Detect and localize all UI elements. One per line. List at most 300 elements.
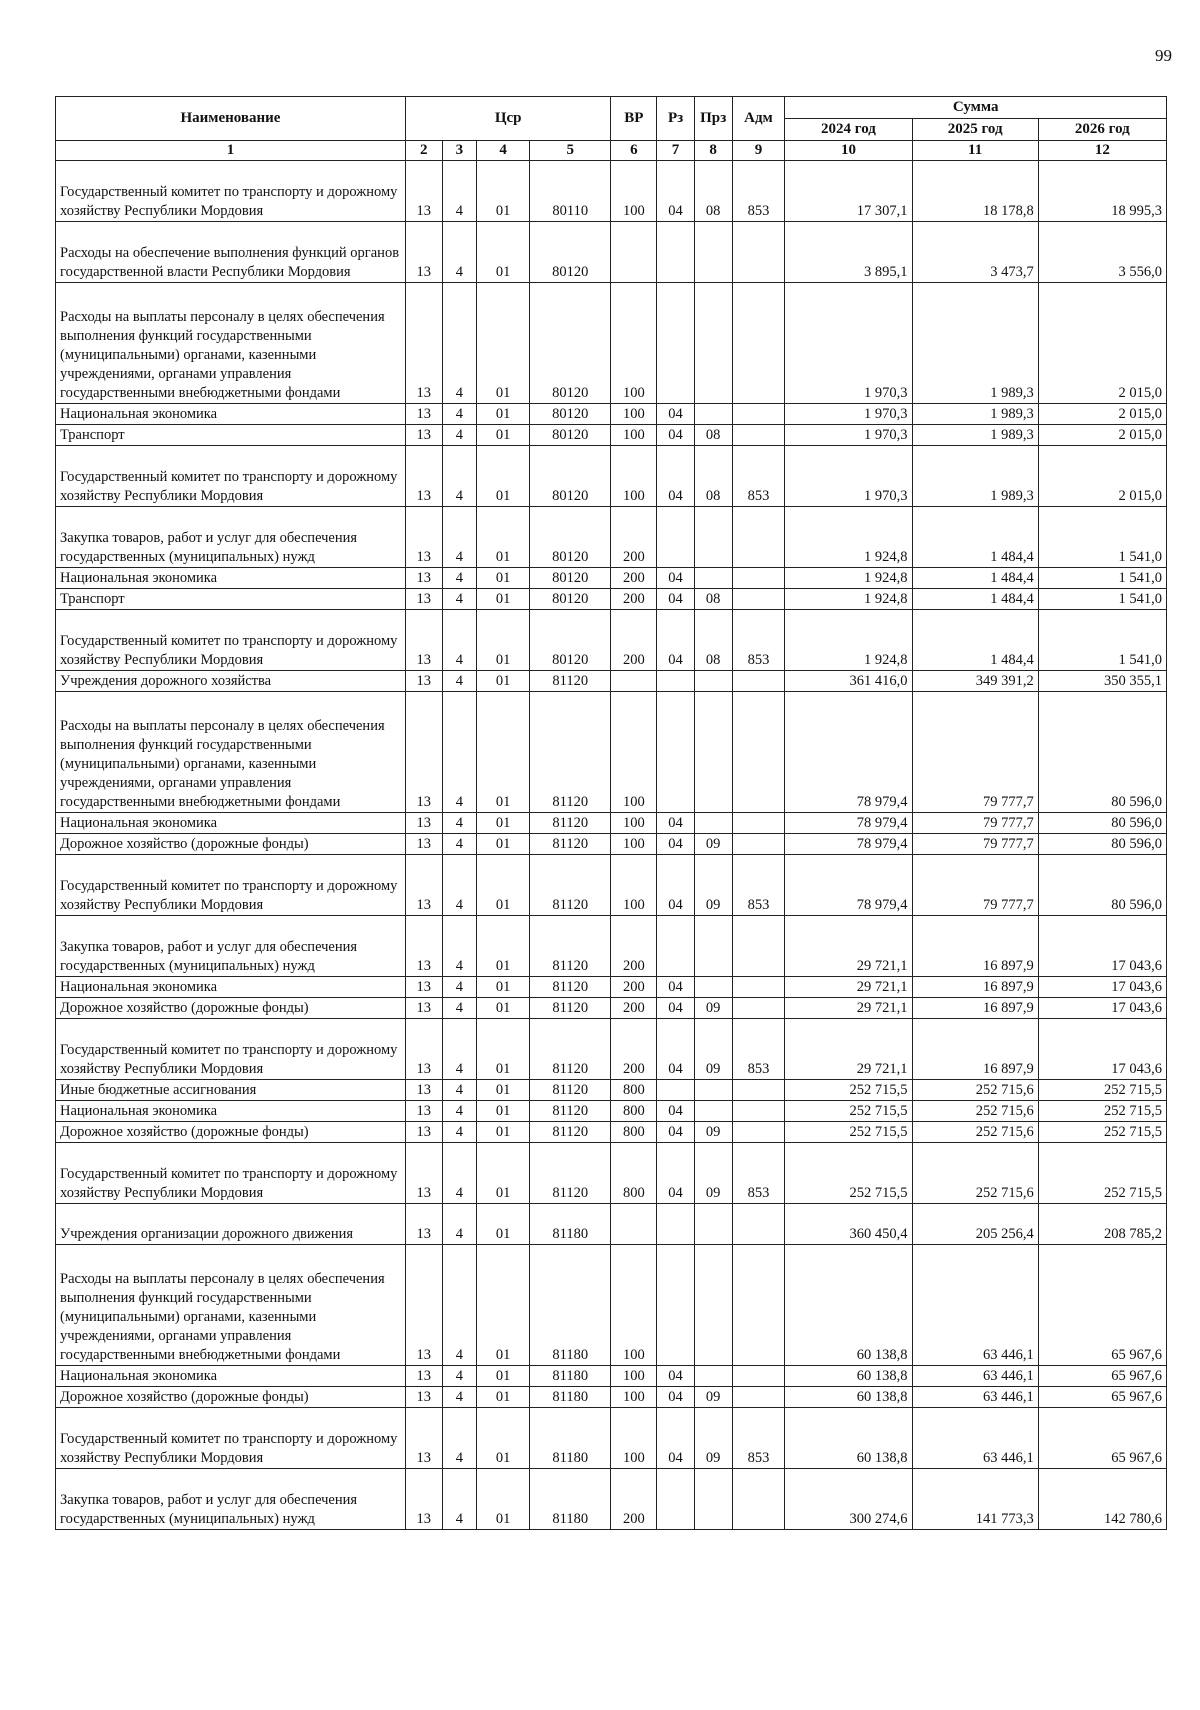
csr-part-5: 81180 xyxy=(530,1366,611,1387)
csr-part-2: 13 xyxy=(405,1469,442,1530)
sum-2024: 60 138,8 xyxy=(785,1387,912,1408)
csr-part-3: 4 xyxy=(442,446,477,507)
csr-part-4: 01 xyxy=(477,610,530,671)
row-name: Государственный комитет по транспорту и дорожному хозяйству Республики Мордовия xyxy=(56,1408,406,1469)
table-row xyxy=(56,1122,1167,1143)
vr-code: 200 xyxy=(611,977,657,998)
rz-code xyxy=(657,283,695,404)
csr-part-2: 13 xyxy=(405,161,442,222)
rz-code: 04 xyxy=(657,1019,695,1080)
csr-part-5: 81180 xyxy=(530,1387,611,1408)
rz-code xyxy=(657,1204,695,1245)
rz-code: 04 xyxy=(657,1387,695,1408)
sum-2024: 29 721,1 xyxy=(785,977,912,998)
sum-2026: 80 596,0 xyxy=(1038,855,1166,916)
csr-part-2: 13 xyxy=(405,404,442,425)
sum-2024: 1 924,8 xyxy=(785,610,912,671)
row-name: Национальная экономика xyxy=(56,1101,406,1122)
column-number: 3 xyxy=(442,141,477,161)
table-row xyxy=(56,425,1167,446)
rz-code xyxy=(657,692,695,813)
table-header xyxy=(56,97,1167,161)
csr-part-5: 81180 xyxy=(530,1245,611,1366)
table-row xyxy=(56,998,1167,1019)
csr-part-3: 4 xyxy=(442,222,477,283)
prz-code xyxy=(694,568,732,589)
column-number: 7 xyxy=(657,141,695,161)
csr-part-2: 13 xyxy=(405,1387,442,1408)
table-row xyxy=(56,671,1167,692)
prz-code xyxy=(694,507,732,568)
adm-code xyxy=(732,1080,785,1101)
sum-2026: 2 015,0 xyxy=(1038,404,1166,425)
row-name: Национальная экономика xyxy=(56,404,406,425)
rz-code xyxy=(657,671,695,692)
adm-code: 853 xyxy=(732,1143,785,1204)
csr-part-4: 01 xyxy=(477,855,530,916)
csr-part-2: 13 xyxy=(405,1245,442,1366)
csr-part-2: 13 xyxy=(405,1204,442,1245)
csr-part-2: 13 xyxy=(405,283,442,404)
prz-code xyxy=(694,1469,732,1530)
sum-2026: 17 043,6 xyxy=(1038,998,1166,1019)
table-body xyxy=(56,161,1167,1530)
sum-2024: 252 715,5 xyxy=(785,1143,912,1204)
row-name: Учреждения дорожного хозяйства xyxy=(56,671,406,692)
row-name: Закупка товаров, работ и услуг для обеспечения государственных (муниципальных) нужд xyxy=(56,916,406,977)
table-row xyxy=(56,1143,1167,1204)
sum-2026: 17 043,6 xyxy=(1038,977,1166,998)
sum-2025: 16 897,9 xyxy=(912,1019,1038,1080)
csr-part-3: 4 xyxy=(442,1387,477,1408)
sum-2024: 78 979,4 xyxy=(785,692,912,813)
csr-part-3: 4 xyxy=(442,1366,477,1387)
column-number: 1 xyxy=(56,141,406,161)
sum-2025: 63 446,1 xyxy=(912,1408,1038,1469)
sum-2026: 80 596,0 xyxy=(1038,813,1166,834)
sum-2026: 2 015,0 xyxy=(1038,283,1166,404)
csr-part-2: 13 xyxy=(405,1080,442,1101)
sum-2025: 252 715,6 xyxy=(912,1122,1038,1143)
csr-part-2: 13 xyxy=(405,977,442,998)
rz-code: 04 xyxy=(657,568,695,589)
sum-2025: 349 391,2 xyxy=(912,671,1038,692)
table-row xyxy=(56,222,1167,283)
sum-2024: 78 979,4 xyxy=(785,855,912,916)
csr-part-2: 13 xyxy=(405,916,442,977)
row-name: Транспорт xyxy=(56,425,406,446)
sum-2024: 29 721,1 xyxy=(785,916,912,977)
sum-2026: 142 780,6 xyxy=(1038,1469,1166,1530)
csr-part-5: 81180 xyxy=(530,1204,611,1245)
prz-code: 09 xyxy=(694,1019,732,1080)
row-name: Расходы на выплаты персоналу в целях обеспечения выполнения функций государственными (муниципальными) органами, казенными учреждениями, органами управления государственными внебюджетными фондами xyxy=(56,692,406,813)
sum-2025: 79 777,7 xyxy=(912,855,1038,916)
csr-part-5: 80120 xyxy=(530,568,611,589)
sum-2025: 16 897,9 xyxy=(912,998,1038,1019)
prz-code xyxy=(694,1245,732,1366)
csr-part-5: 81120 xyxy=(530,1019,611,1080)
vr-code: 800 xyxy=(611,1143,657,1204)
adm-code: 853 xyxy=(732,446,785,507)
sum-2024: 300 274,6 xyxy=(785,1469,912,1530)
rz-code: 04 xyxy=(657,161,695,222)
sum-2024: 252 715,5 xyxy=(785,1080,912,1101)
header-name: Наименование xyxy=(56,97,406,141)
prz-code: 09 xyxy=(694,855,732,916)
csr-part-3: 4 xyxy=(442,589,477,610)
sum-2024: 3 895,1 xyxy=(785,222,912,283)
row-name: Иные бюджетные ассигнования xyxy=(56,1080,406,1101)
csr-part-5: 81120 xyxy=(530,1101,611,1122)
sum-2025: 3 473,7 xyxy=(912,222,1038,283)
prz-code xyxy=(694,1101,732,1122)
table-row xyxy=(56,1080,1167,1101)
sum-2025: 18 178,8 xyxy=(912,161,1038,222)
csr-part-3: 4 xyxy=(442,283,477,404)
sum-2026: 65 967,6 xyxy=(1038,1408,1166,1469)
adm-code xyxy=(732,692,785,813)
adm-code xyxy=(732,222,785,283)
sum-2026: 2 015,0 xyxy=(1038,446,1166,507)
csr-part-5: 80120 xyxy=(530,283,611,404)
header-year-2026: 2026 год xyxy=(1038,119,1166,141)
vr-code: 100 xyxy=(611,813,657,834)
adm-code xyxy=(732,1469,785,1530)
rz-code: 04 xyxy=(657,1408,695,1469)
adm-code xyxy=(732,813,785,834)
sum-2026: 18 995,3 xyxy=(1038,161,1166,222)
csr-part-5: 81120 xyxy=(530,671,611,692)
prz-code: 09 xyxy=(694,1122,732,1143)
csr-part-2: 13 xyxy=(405,1366,442,1387)
sum-2026: 1 541,0 xyxy=(1038,507,1166,568)
sum-2026: 350 355,1 xyxy=(1038,671,1166,692)
table-row xyxy=(56,855,1167,916)
adm-code xyxy=(732,507,785,568)
sum-2026: 17 043,6 xyxy=(1038,916,1166,977)
row-name: Закупка товаров, работ и услуг для обеспечения государственных (муниципальных) нужд xyxy=(56,507,406,568)
rz-code: 04 xyxy=(657,855,695,916)
adm-code: 853 xyxy=(732,1408,785,1469)
csr-part-5: 80120 xyxy=(530,404,611,425)
sum-2024: 1 970,3 xyxy=(785,283,912,404)
vr-code: 100 xyxy=(611,446,657,507)
adm-code xyxy=(732,671,785,692)
vr-code xyxy=(611,222,657,283)
csr-part-4: 01 xyxy=(477,425,530,446)
prz-code: 08 xyxy=(694,446,732,507)
header-sum: Сумма xyxy=(785,97,1167,119)
row-name: Государственный комитет по транспорту и дорожному хозяйству Республики Мордовия xyxy=(56,1143,406,1204)
sum-2024: 78 979,4 xyxy=(785,834,912,855)
csr-part-4: 01 xyxy=(477,1101,530,1122)
sum-2024: 78 979,4 xyxy=(785,813,912,834)
csr-part-4: 01 xyxy=(477,1122,530,1143)
csr-part-2: 13 xyxy=(405,834,442,855)
prz-code xyxy=(694,692,732,813)
vr-code: 100 xyxy=(611,283,657,404)
csr-part-3: 4 xyxy=(442,855,477,916)
sum-2024: 1 924,8 xyxy=(785,589,912,610)
sum-2024: 252 715,5 xyxy=(785,1101,912,1122)
prz-code xyxy=(694,671,732,692)
csr-part-5: 80120 xyxy=(530,446,611,507)
sum-2026: 1 541,0 xyxy=(1038,589,1166,610)
column-number: 5 xyxy=(530,141,611,161)
csr-part-2: 13 xyxy=(405,1143,442,1204)
sum-2025: 1 484,4 xyxy=(912,568,1038,589)
csr-part-4: 01 xyxy=(477,813,530,834)
row-name: Национальная экономика xyxy=(56,1366,406,1387)
csr-part-5: 81120 xyxy=(530,855,611,916)
vr-code: 100 xyxy=(611,1387,657,1408)
adm-code xyxy=(732,1204,785,1245)
vr-code: 200 xyxy=(611,568,657,589)
csr-part-2: 13 xyxy=(405,425,442,446)
csr-part-5: 81120 xyxy=(530,692,611,813)
sum-2025: 1 484,4 xyxy=(912,507,1038,568)
prz-code: 08 xyxy=(694,161,732,222)
sum-2024: 361 416,0 xyxy=(785,671,912,692)
csr-part-5: 80120 xyxy=(530,589,611,610)
rz-code: 04 xyxy=(657,404,695,425)
csr-part-3: 4 xyxy=(442,1101,477,1122)
csr-part-3: 4 xyxy=(442,1143,477,1204)
csr-part-5: 80120 xyxy=(530,610,611,671)
header-vr: ВР xyxy=(611,97,657,141)
sum-2024: 29 721,1 xyxy=(785,1019,912,1080)
csr-part-2: 13 xyxy=(405,998,442,1019)
adm-code xyxy=(732,1245,785,1366)
row-name: Учреждения организации дорожного движения xyxy=(56,1204,406,1245)
csr-part-3: 4 xyxy=(442,813,477,834)
sum-2026: 252 715,5 xyxy=(1038,1122,1166,1143)
sum-2025: 141 773,3 xyxy=(912,1469,1038,1530)
table-row xyxy=(56,834,1167,855)
row-name: Дорожное хозяйство (дорожные фонды) xyxy=(56,834,406,855)
csr-part-2: 13 xyxy=(405,610,442,671)
sum-2025: 79 777,7 xyxy=(912,813,1038,834)
sum-2024: 252 715,5 xyxy=(785,1122,912,1143)
row-name: Государственный комитет по транспорту и дорожному хозяйству Республики Мордовия xyxy=(56,1019,406,1080)
csr-part-3: 4 xyxy=(442,507,477,568)
table-row xyxy=(56,589,1167,610)
csr-part-5: 81180 xyxy=(530,1469,611,1530)
sum-2025: 79 777,7 xyxy=(912,834,1038,855)
csr-part-3: 4 xyxy=(442,916,477,977)
csr-part-3: 4 xyxy=(442,1469,477,1530)
rz-code: 04 xyxy=(657,813,695,834)
sum-2026: 252 715,5 xyxy=(1038,1080,1166,1101)
sum-2025: 1 484,4 xyxy=(912,589,1038,610)
csr-part-4: 01 xyxy=(477,161,530,222)
vr-code: 200 xyxy=(611,507,657,568)
csr-part-3: 4 xyxy=(442,1019,477,1080)
prz-code: 08 xyxy=(694,589,732,610)
prz-code xyxy=(694,404,732,425)
csr-part-2: 13 xyxy=(405,1019,442,1080)
prz-code xyxy=(694,916,732,977)
row-name: Закупка товаров, работ и услуг для обеспечения государственных (муниципальных) нужд xyxy=(56,1469,406,1530)
vr-code: 100 xyxy=(611,404,657,425)
row-name: Государственный комитет по транспорту и дорожному хозяйству Республики Мордовия xyxy=(56,446,406,507)
rz-code: 04 xyxy=(657,1101,695,1122)
csr-part-2: 13 xyxy=(405,222,442,283)
sum-2025: 252 715,6 xyxy=(912,1143,1038,1204)
column-numbers-row xyxy=(56,141,1167,161)
adm-code xyxy=(732,589,785,610)
adm-code: 853 xyxy=(732,161,785,222)
adm-code: 853 xyxy=(732,855,785,916)
row-name: Государственный комитет по транспорту и дорожному хозяйству Республики Мордовия xyxy=(56,855,406,916)
table-row xyxy=(56,813,1167,834)
table-row xyxy=(56,404,1167,425)
sum-2025: 1 989,3 xyxy=(912,446,1038,507)
sum-2025: 1 989,3 xyxy=(912,283,1038,404)
table-row xyxy=(56,568,1167,589)
vr-code: 100 xyxy=(611,855,657,916)
vr-code: 100 xyxy=(611,161,657,222)
csr-part-3: 4 xyxy=(442,568,477,589)
table-row xyxy=(56,1204,1167,1245)
rz-code: 04 xyxy=(657,446,695,507)
table-row xyxy=(56,1408,1167,1469)
prz-code: 09 xyxy=(694,998,732,1019)
vr-code: 200 xyxy=(611,998,657,1019)
adm-code xyxy=(732,425,785,446)
header-year-2025: 2025 год xyxy=(912,119,1038,141)
prz-code: 09 xyxy=(694,1387,732,1408)
csr-part-3: 4 xyxy=(442,1080,477,1101)
prz-code: 08 xyxy=(694,425,732,446)
column-number: 12 xyxy=(1038,141,1166,161)
csr-part-3: 4 xyxy=(442,1408,477,1469)
column-number: 11 xyxy=(912,141,1038,161)
csr-part-4: 01 xyxy=(477,507,530,568)
csr-part-4: 01 xyxy=(477,404,530,425)
sum-2026: 3 556,0 xyxy=(1038,222,1166,283)
sum-2024: 1 924,8 xyxy=(785,507,912,568)
sum-2024: 60 138,8 xyxy=(785,1366,912,1387)
prz-code xyxy=(694,1366,732,1387)
csr-part-2: 13 xyxy=(405,813,442,834)
prz-code: 08 xyxy=(694,610,732,671)
sum-2024: 60 138,8 xyxy=(785,1245,912,1366)
csr-part-5: 81180 xyxy=(530,1408,611,1469)
vr-code: 200 xyxy=(611,1019,657,1080)
csr-part-4: 01 xyxy=(477,1019,530,1080)
rz-code: 04 xyxy=(657,998,695,1019)
sum-2025: 1 989,3 xyxy=(912,404,1038,425)
csr-part-3: 4 xyxy=(442,692,477,813)
vr-code: 100 xyxy=(611,1408,657,1469)
table-row xyxy=(56,610,1167,671)
csr-part-3: 4 xyxy=(442,998,477,1019)
csr-part-4: 01 xyxy=(477,568,530,589)
csr-part-2: 13 xyxy=(405,589,442,610)
vr-code: 100 xyxy=(611,834,657,855)
rz-code: 04 xyxy=(657,425,695,446)
prz-code: 09 xyxy=(694,1408,732,1469)
csr-part-3: 4 xyxy=(442,1122,477,1143)
prz-code xyxy=(694,813,732,834)
sum-2025: 1 484,4 xyxy=(912,610,1038,671)
sum-2026: 65 967,6 xyxy=(1038,1387,1166,1408)
adm-code xyxy=(732,283,785,404)
vr-code: 100 xyxy=(611,1245,657,1366)
sum-2025: 79 777,7 xyxy=(912,692,1038,813)
table-row xyxy=(56,1019,1167,1080)
csr-part-4: 01 xyxy=(477,1408,530,1469)
csr-part-4: 01 xyxy=(477,283,530,404)
table-row xyxy=(56,1469,1167,1530)
rz-code xyxy=(657,916,695,977)
csr-part-3: 4 xyxy=(442,610,477,671)
page-number: 99 xyxy=(1155,46,1172,65)
row-name: Транспорт xyxy=(56,589,406,610)
csr-part-3: 4 xyxy=(442,977,477,998)
vr-code: 200 xyxy=(611,610,657,671)
table-row xyxy=(56,692,1167,813)
sum-2025: 16 897,9 xyxy=(912,977,1038,998)
prz-code: 09 xyxy=(694,834,732,855)
csr-part-5: 81120 xyxy=(530,1143,611,1204)
csr-part-3: 4 xyxy=(442,1204,477,1245)
adm-code: 853 xyxy=(732,610,785,671)
vr-code: 200 xyxy=(611,1469,657,1530)
sum-2025: 16 897,9 xyxy=(912,916,1038,977)
row-name: Государственный комитет по транспорту и дорожному хозяйству Республики Мордовия xyxy=(56,161,406,222)
column-number: 9 xyxy=(732,141,785,161)
adm-code xyxy=(732,568,785,589)
csr-part-3: 4 xyxy=(442,671,477,692)
adm-code xyxy=(732,1366,785,1387)
column-number: 8 xyxy=(694,141,732,161)
csr-part-3: 4 xyxy=(442,161,477,222)
vr-code: 800 xyxy=(611,1080,657,1101)
csr-part-4: 01 xyxy=(477,589,530,610)
sum-2026: 2 015,0 xyxy=(1038,425,1166,446)
rz-code xyxy=(657,1245,695,1366)
csr-part-2: 13 xyxy=(405,446,442,507)
sum-2025: 63 446,1 xyxy=(912,1245,1038,1366)
csr-part-5: 81120 xyxy=(530,834,611,855)
budget-table xyxy=(55,96,1167,1530)
sum-2024: 17 307,1 xyxy=(785,161,912,222)
csr-part-2: 13 xyxy=(405,1408,442,1469)
csr-part-3: 4 xyxy=(442,1245,477,1366)
prz-code xyxy=(694,222,732,283)
sum-2026: 252 715,5 xyxy=(1038,1143,1166,1204)
csr-part-4: 01 xyxy=(477,446,530,507)
table-row xyxy=(56,507,1167,568)
vr-code: 100 xyxy=(611,692,657,813)
header-rz: Рз xyxy=(657,97,695,141)
vr-code xyxy=(611,671,657,692)
vr-code: 200 xyxy=(611,916,657,977)
csr-part-3: 4 xyxy=(442,425,477,446)
csr-part-4: 01 xyxy=(477,1245,530,1366)
sum-2026: 1 541,0 xyxy=(1038,568,1166,589)
rz-code: 04 xyxy=(657,977,695,998)
row-name: Расходы на обеспечение выполнения функций органов государственной власти Республики Мордовия xyxy=(56,222,406,283)
row-name: Национальная экономика xyxy=(56,813,406,834)
csr-part-5: 81120 xyxy=(530,813,611,834)
adm-code: 853 xyxy=(732,1019,785,1080)
sum-2026: 208 785,2 xyxy=(1038,1204,1166,1245)
rz-code: 04 xyxy=(657,1366,695,1387)
